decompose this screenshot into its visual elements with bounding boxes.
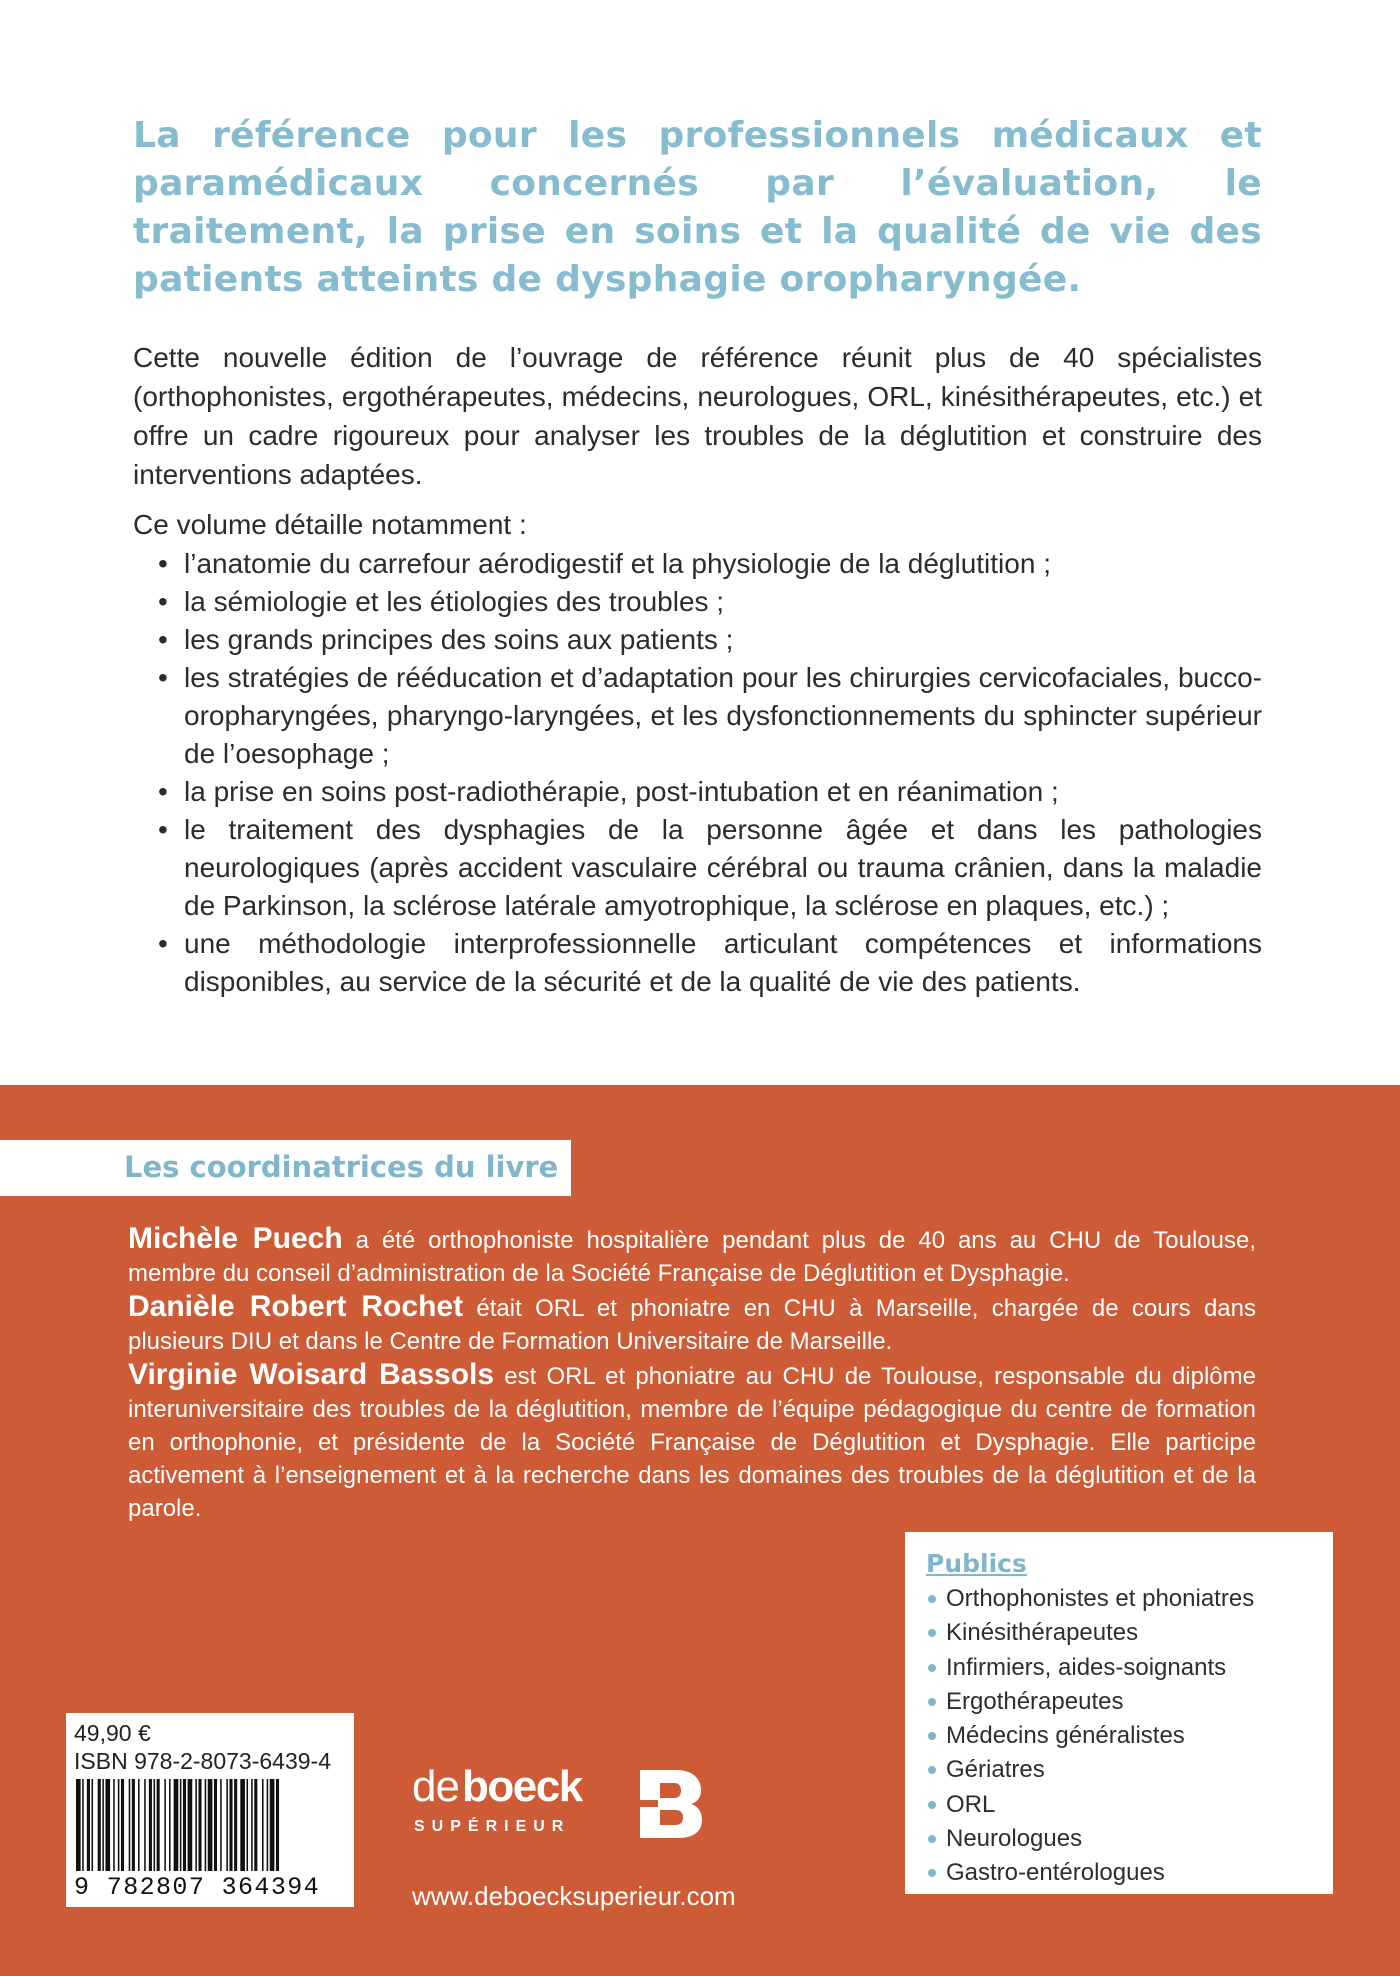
intro-paragraph: Cette nouvelle édition de l’ouvrage de référence réunit plus de 40 spécialistes (orthophonistes, ergothérapeutes, médecins, neurologues, ORL, kinésithérapeutes, etc.) et offre un cadre rigoureux pour analyser les troubles de la déglutition et construire des interventions adaptées. — [133, 342, 1262, 490]
topics-lead: Ce volume détaille notamment : — [133, 509, 527, 540]
publics-item: ORL — [926, 1788, 1333, 1822]
barcode-digits: 9 782807 364394 — [74, 1873, 321, 1902]
bio-text: est ORL et phoniatre au CHU de Toulouse, responsable du diplôme interuniversitaire des troubles de la déglutition, membre de l’équipe pédagogique du centre de formation en orthophonie, et présidente de la Société Française de Déglutition et Dysphagie. Elle participe activement à l’enseignement et à la recherche dans les domaines des troubles de la déglutition et de la parole. — [128, 1363, 1256, 1522]
bio-text: a été orthophoniste hospitalière pendant plus de 40 ans au CHU de Toulouse, membre du conseil d’administration de la Société Française de Déglutition et Dysphagie. — [128, 1227, 1256, 1287]
publics-item: Kinésithérapeutes — [926, 1616, 1333, 1650]
publics-item: Neurologues — [926, 1822, 1333, 1856]
barcode-box — [66, 1713, 354, 1907]
bio-name: Danièle Robert Rochet — [128, 1290, 464, 1323]
bio-paragraph — [128, 1222, 1256, 1290]
publics-item: Gériatres — [926, 1753, 1333, 1787]
bio-name: Michèle Puech — [128, 1222, 343, 1255]
logo-b-mark-icon — [638, 1768, 704, 1840]
coordinators-bios — [128, 1222, 1256, 1525]
publics-item: Infirmiers, aides-soignants — [926, 1651, 1333, 1685]
list-item: • les stratégies de rééducation et d’adaptation pour les chirurgies cervicofaciales, bucco-oropharyngées, pharyngo-laryngées, et les dysfonctionnements du sphincter supérieur de l’oesophage ; — [158, 659, 1262, 773]
list-item: • le traitement des dysphagies de la personne âgée et dans les pathologies neurologiques (après accident vasculaire cérébral ou trauma crânien, dans la maladie de Parkinson, la sclérose latérale amyotrophique, la sclérose en plaques, etc.) ; — [158, 811, 1262, 925]
publics-item: Ergothérapeutes — [926, 1685, 1333, 1719]
bio-paragraph — [128, 1290, 1256, 1358]
list-item: • les grands principes des soins aux patients ; — [158, 621, 1262, 659]
coordinators-heading — [0, 1140, 571, 1196]
list-item: • la sémiologie et les étiologies des troubles ; — [158, 583, 1262, 621]
logo-superieur-text: SUPÉRIEUR — [414, 1818, 571, 1835]
list-item: • l’anatomie du carrefour aérodigestif et la physiologie de la déglutition ; — [158, 545, 1262, 583]
isbn: ISBN 978-2-8073-6439-4 — [74, 1748, 331, 1774]
barcode-graphic — [74, 1779, 346, 1871]
coordinators-title: Les coordinatrices du livre — [124, 1150, 559, 1184]
headline: La référence pour les professionnels médicaux et paramédicaux concernés par l’évaluation, le traitement, la prise en soins et la qualité de vie des patients atteints de dysphagie oropharyngée. — [133, 115, 1262, 300]
bio-paragraph — [128, 1358, 1256, 1525]
publics-box — [905, 1532, 1333, 1894]
publics-item: Orthophonistes et phoniatres — [926, 1582, 1333, 1616]
publics-title: Publics — [926, 1549, 1027, 1578]
logo-de-text: de — [412, 1762, 459, 1811]
website-link[interactable]: www.deboecksuperieur.com — [412, 1881, 736, 1911]
price: 49,90 € — [74, 1720, 151, 1746]
bio-text: était ORL et phoniatre en CHU à Marseille, chargée de cours dans plusieurs DIU et dans le Centre de Formation Universitaire de Marseille. — [128, 1295, 1256, 1355]
list-item: • la prise en soins post-radiothérapie, post-intubation et en réanimation ; — [158, 773, 1262, 811]
publics-list — [926, 1582, 1333, 1891]
publics-item: Médecins généralistes — [926, 1719, 1333, 1753]
publics-item: Gastro-entérologues — [926, 1856, 1333, 1890]
list-item: • une méthodologie interprofessionnelle articulant compétences et informations disponibles, au service de la sécurité et de la qualité de vie des patients. — [158, 925, 1262, 1001]
logo-boeck-text: boeck — [462, 1762, 582, 1811]
bio-name: Virginie Woisard Bassols — [128, 1358, 495, 1391]
topics-list — [158, 545, 1262, 1001]
publisher-logo — [412, 1762, 712, 1860]
